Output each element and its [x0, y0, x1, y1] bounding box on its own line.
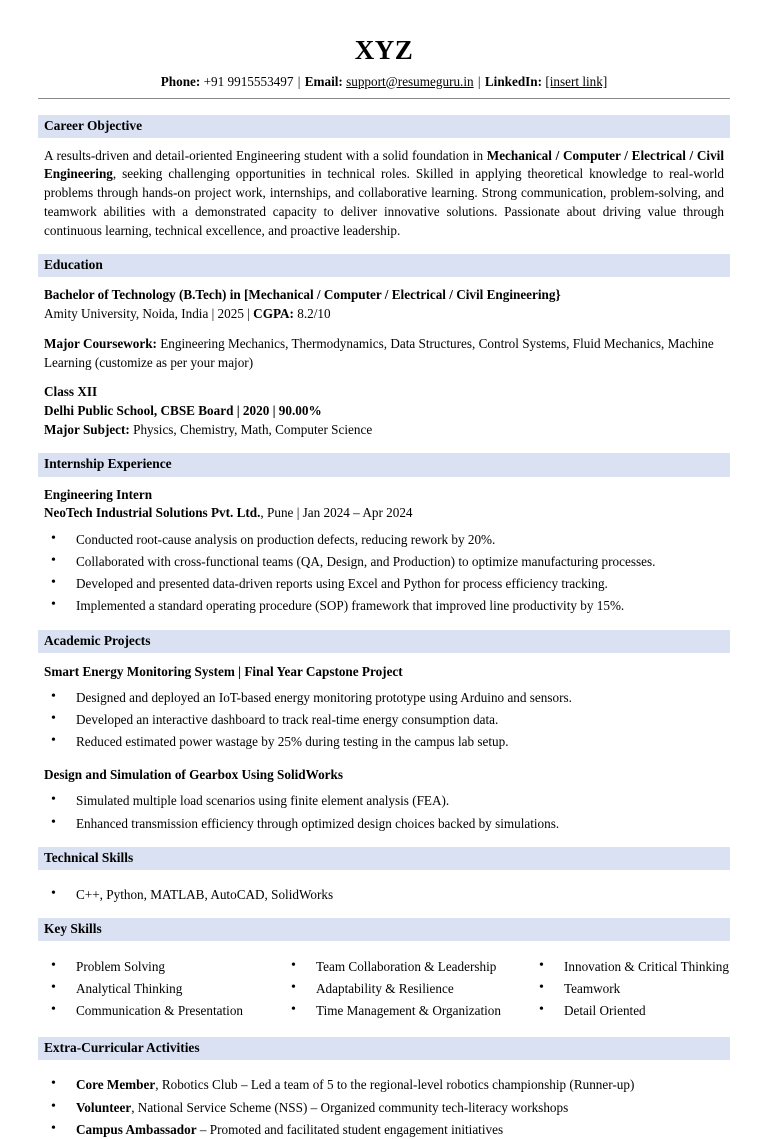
- resume-body: [0, 115, 768, 1139]
- education-entry-class12: [44, 383, 724, 439]
- phone-label: Phone:: [160, 73, 201, 89]
- contact-separator-2: |: [477, 73, 481, 89]
- education-coursework: [44, 335, 724, 372]
- list-item: • Communication & Presentation: [44, 1001, 284, 1020]
- list-item: • Time Management & Organization: [284, 1001, 532, 1020]
- section-key-skills: [38, 918, 730, 1024]
- section-body-internship: [38, 477, 730, 616]
- section-title-education: Education: [38, 254, 730, 277]
- list-item: • Enhanced transmission efficiency through optimized design choices backed by simulations.: [44, 814, 724, 833]
- list-item: [44, 1098, 724, 1117]
- section-body-key-skills: [38, 941, 730, 1023]
- key-skills-column-3: [532, 957, 729, 1023]
- email-link[interactable]: support@resumeguru.in: [346, 73, 474, 89]
- institute-details: Amity University, Noida, India | 2025 |: [44, 306, 254, 322]
- contact-line: [38, 73, 730, 91]
- objective-text-emphasis: Mechanical / Computer / Electrical / Civil Engineering: [44, 147, 725, 182]
- linkedin-label: LinkedIn:: [484, 73, 543, 89]
- technical-skills-list: [44, 885, 724, 904]
- class12-subject-line: [44, 421, 724, 440]
- contact-separator-1: |: [297, 73, 301, 89]
- coursework-line: [44, 335, 724, 372]
- key-skills-list: [44, 957, 284, 1020]
- activity-role: Volunteer: [76, 1099, 132, 1115]
- resume-header: [0, 0, 768, 99]
- project-entry-1: [44, 662, 724, 752]
- list-item: • Conducted root-cause analysis on production defects, reducing rework by 20%.: [44, 530, 724, 549]
- key-skills-columns: [44, 957, 729, 1023]
- section-title-projects: Academic Projects: [38, 630, 730, 653]
- section-body-technical-skills: [38, 870, 730, 904]
- class12-subject-label: Major Subject:: [44, 421, 130, 437]
- internship-role: Engineering Intern: [44, 486, 153, 502]
- section-career-objective: [38, 115, 730, 241]
- extra-curricular-list: [44, 1075, 724, 1138]
- list-item: • Collaborated with cross-functional teams (QA, Design, and Production) to optimize manufacturing processes.: [44, 552, 724, 571]
- section-body-projects: [38, 653, 730, 833]
- list-item: • C++, Python, MATLAB, AutoCAD, SolidWorks: [44, 885, 724, 904]
- key-skills-list: [284, 957, 532, 1020]
- list-item: • Problem Solving: [44, 957, 284, 976]
- header-divider: [38, 98, 730, 99]
- key-skills-column-2: [284, 957, 532, 1023]
- list-item: • Developed an interactive dashboard to track real-time energy consumption data.: [44, 710, 724, 729]
- list-item: [44, 1075, 724, 1094]
- internship-location-dates: , Pune | Jan 2024 – Apr 2024: [260, 505, 413, 521]
- section-academic-projects: [38, 630, 730, 833]
- section-body-education: [38, 277, 730, 439]
- section-title-career-objective: Career Objective: [38, 115, 730, 138]
- key-skills-list: [532, 957, 729, 1020]
- class12-subject-value: Physics, Chemistry, Math, Computer Science: [129, 421, 373, 437]
- internship-company-line: [44, 504, 724, 523]
- cgpa-label: CGPA:: [253, 306, 294, 322]
- objective-text-lead: A results-driven and detail-oriented Engineering student with a solid foundation in: [44, 147, 487, 163]
- project-title: Design and Simulation of Gearbox Using SolidWorks: [44, 767, 343, 783]
- list-item: • Developed and presented data-driven reports using Excel and Python for process efficiency tracking.: [44, 574, 724, 593]
- candidate-name: XYZ: [354, 35, 414, 65]
- class12-school: Delhi Public School, CBSE Board | 2020 | 90.00%: [44, 403, 322, 418]
- phone-value: +91 9915553497: [203, 73, 294, 89]
- section-title-key-skills: Key Skills: [38, 918, 730, 941]
- internship-bullet-list: [44, 530, 724, 616]
- section-body-extra-curricular: [38, 1060, 730, 1138]
- section-internship-experience: [38, 453, 730, 615]
- institute-line: [44, 305, 724, 324]
- project-bullet-list: [44, 688, 724, 751]
- list-item: • Teamwork: [532, 979, 729, 998]
- activity-detail: , National Service Scheme (NSS) – Organized community tech-literacy workshops: [131, 1099, 569, 1115]
- list-item: • Simulated multiple load scenarios using finite element analysis (FEA).: [44, 791, 724, 810]
- section-title-technical-skills: Technical Skills: [38, 847, 730, 870]
- coursework-value: Engineering Mechanics, Thermodynamics, Data Structures, Control Systems, Fluid Mechanics, Machine Learning (customize as per your major): [44, 335, 714, 370]
- section-technical-skills: [38, 847, 730, 904]
- list-item: • Innovation & Critical Thinking: [532, 957, 729, 976]
- class12-title: Class XII: [44, 384, 98, 400]
- project-bullet-list: [44, 791, 724, 832]
- list-item: • Designed and deployed an IoT-based energy monitoring prototype using Arduino and sensors.: [44, 688, 724, 707]
- list-item: [44, 1120, 724, 1139]
- list-item: • Implemented a standard operating procedure (SOP) framework that improved line productivity by 15%.: [44, 596, 724, 615]
- project-entry-2: [44, 765, 724, 832]
- project-title: Smart Energy Monitoring System | Final Year Capstone Project: [44, 663, 403, 679]
- education-entry-btech: [44, 286, 724, 323]
- section-title-extra-curricular: Extra-Curricular Activities: [38, 1037, 730, 1060]
- internship-company: NeoTech Industrial Solutions Pvt. Ltd.: [44, 505, 261, 521]
- activity-role: Campus Ambassador: [76, 1121, 197, 1137]
- activity-detail: – Promoted and facilitated student engagement initiatives: [196, 1121, 504, 1137]
- section-extra-curricular: [38, 1037, 730, 1139]
- list-item: • Detail Oriented: [532, 1001, 729, 1020]
- email-label: Email:: [304, 73, 343, 89]
- coursework-label: Major Coursework:: [44, 335, 157, 351]
- section-education: [38, 254, 730, 439]
- activity-role: Core Member: [76, 1077, 156, 1093]
- list-item: • Reduced estimated power wastage by 25% during testing in the campus lab setup.: [44, 732, 724, 751]
- degree-title: Bachelor of Technology (B.Tech) in [Mechanical / Computer / Electrical / Civil Engineering}: [44, 287, 561, 303]
- linkedin-link[interactable]: [insert link]: [545, 73, 608, 89]
- objective-text-tail: , seeking challenging opportunities in technical roles. Skilled in applying theoretical knowledge to real-world problems through hands-on project work, internships, and collaborative learning. Strong communication, problem-solving, and teamwork abilities with a demonstrated capacity to deliver innovative solutions. Passionate about driving value through continuous learning, technical excellence, and proactive leadership.: [44, 166, 724, 238]
- list-item: • Adaptability & Resilience: [284, 979, 532, 998]
- section-title-internship: Internship Experience: [38, 453, 730, 476]
- cgpa-value: 8.2/10: [293, 306, 331, 322]
- career-objective-paragraph: [44, 147, 724, 241]
- activity-detail: , Robotics Club – Led a team of 5 to the regional-level robotics championship (Runner-up): [155, 1077, 635, 1093]
- list-item: • Team Collaboration & Leadership: [284, 957, 532, 976]
- list-item: • Analytical Thinking: [44, 979, 284, 998]
- key-skills-column-1: [44, 957, 284, 1023]
- section-body-career-objective: [38, 138, 730, 241]
